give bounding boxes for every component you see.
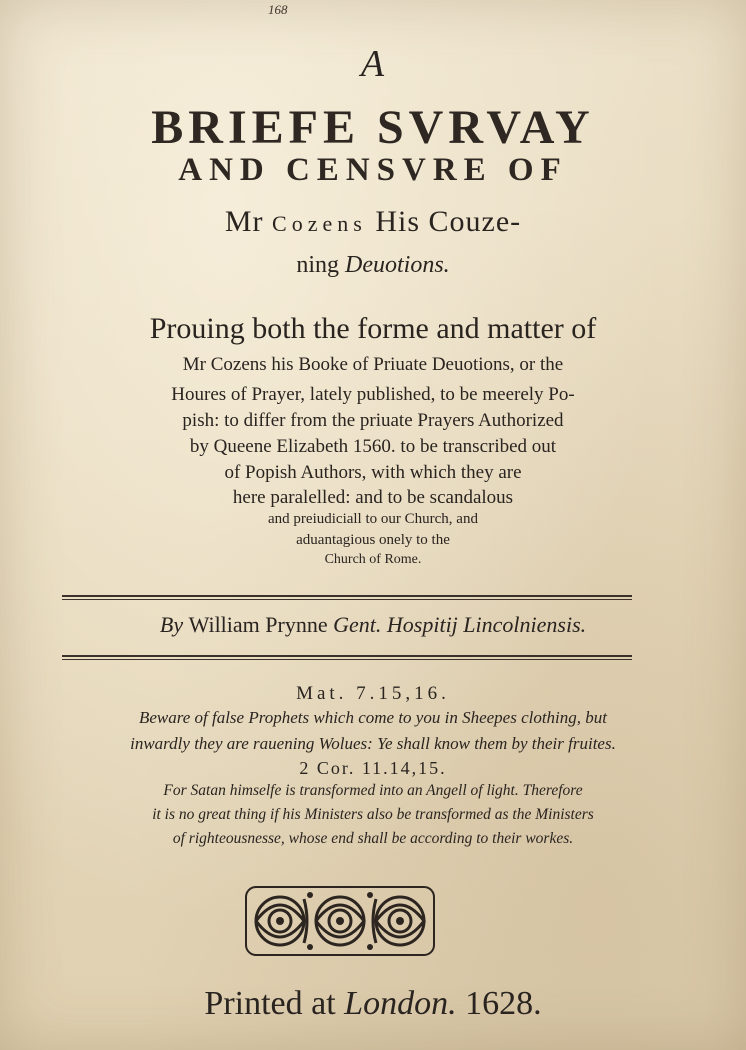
folio-number: 168 (268, 2, 288, 17)
title-line-4 (0, 252, 746, 279)
subtitle-line-3: Houres of Prayer, lately published, to be meerely Po- (171, 384, 575, 405)
title-line-2: AND CENSVRE OF (178, 152, 568, 188)
epigraph-text-1b: inwardly they are rauening Wolues: Ye shall know them by their fruites. (130, 734, 616, 753)
author-affiliation: Gent. Hospitij Lincolniensis. (333, 612, 587, 637)
imprint-city: London. (344, 985, 457, 1022)
title-line-1: BRIEFE SVRVAY (151, 101, 595, 154)
epigraph-text-2a: For Satan himselfe is transformed into an Angell of light. Therefore (163, 782, 583, 799)
subtitle-line-6: of Popish Authors, with which they are (224, 462, 522, 483)
imprint-pre: Printed at (204, 985, 345, 1022)
divider-rule-top-thin (62, 599, 632, 600)
title-line-4-italic: Deuotions. (345, 252, 450, 278)
subtitle-line-5: by Queene Elizabeth 1560. to be transcribed out (189, 436, 557, 457)
imprint-year: 1628. (456, 985, 542, 1022)
divider-rule-top (62, 595, 632, 597)
imprint-line (0, 985, 746, 1023)
divider-rule-bottom (62, 655, 632, 657)
subtitle-line-1: Prouing both the forme and matter of (149, 312, 597, 345)
title-line-4-pre: ning (296, 252, 345, 278)
author-by: By (159, 612, 189, 637)
subtitle-line-10: Church of Rome. (324, 552, 422, 567)
title-line-3 (0, 205, 746, 239)
subtitle-line-2: Mr Cozens his Booke of Priuate Deuotions, or the (182, 354, 564, 375)
author-name: William Prynne (188, 612, 334, 637)
title-line-3-post: His Couze- (366, 205, 522, 238)
subtitle-line-4: pish: to differ from the priuate Prayers Authorized (182, 410, 564, 431)
subtitle-line-7: here paralelled: and to be scandalous (232, 487, 514, 508)
epigraph-text-2c: of righteousnesse, whose end shall be according to their workes. (172, 830, 574, 847)
title-article: A (360, 43, 386, 85)
author-line (0, 612, 746, 638)
subtitle-line-8: and preiudiciall to our Church, and (268, 511, 478, 527)
epigraph-text-1a: Beware of false Prophets which come to you in Sheepes clothing, but (138, 708, 608, 727)
divider-rule-bottom-thin (62, 659, 632, 660)
printers-ornament (244, 885, 436, 957)
epigraph-reference-2: 2 Cor. 11.14,15. (299, 758, 447, 778)
epigraph-text-2b: it is no great thing if his Ministers also be transformed as the Ministers (152, 806, 594, 823)
title-line-3-name: Cozens (272, 211, 367, 236)
subtitle-line-9: aduantagious onely to the (296, 532, 450, 548)
epigraph-reference-1: Mat. 7.15,16. (296, 683, 450, 704)
title-line-3-pre: Mr (224, 205, 273, 238)
